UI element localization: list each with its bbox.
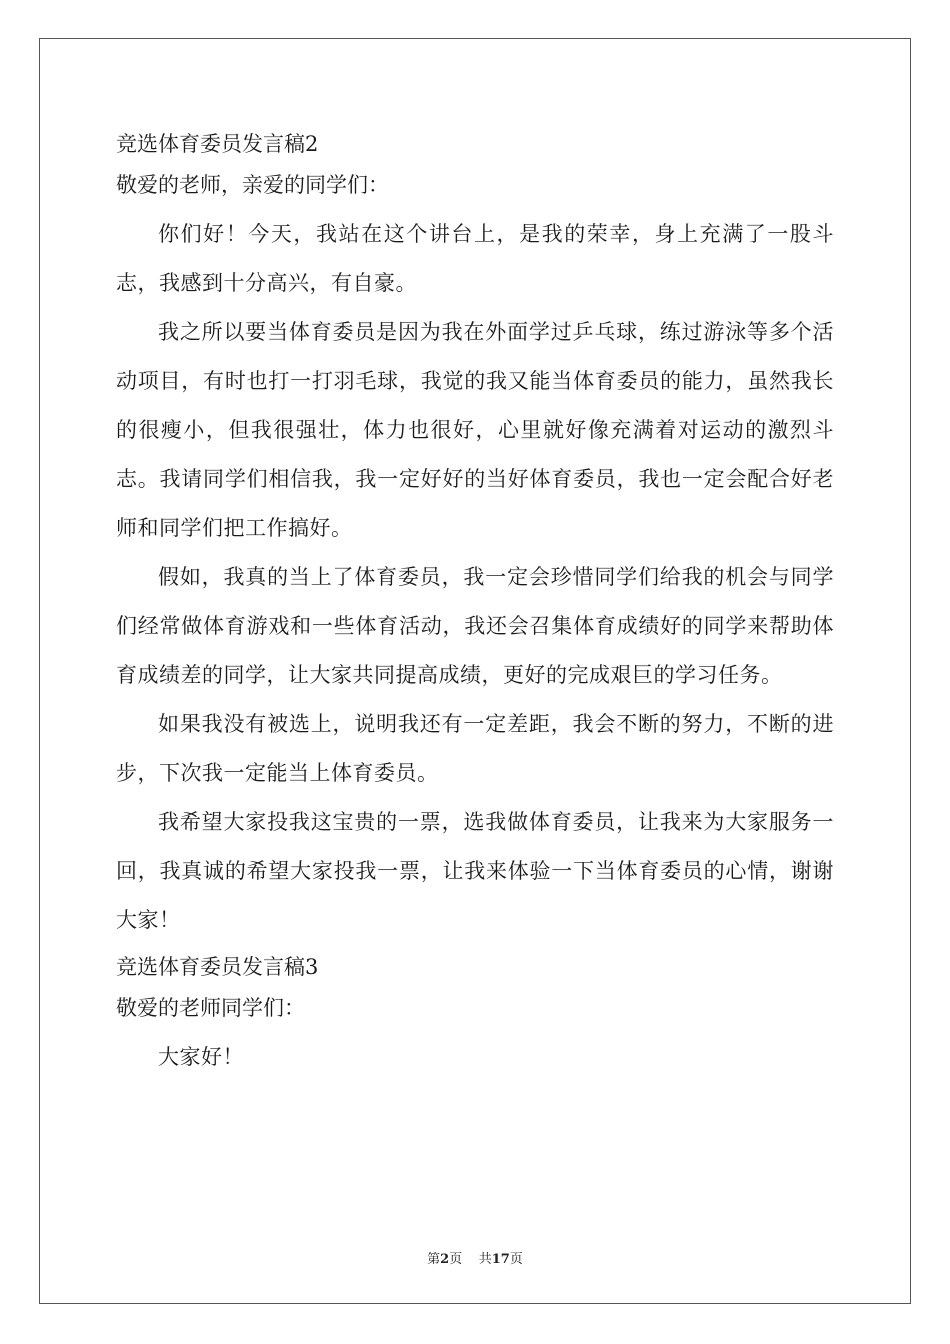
section-heading-3: 竞选体育委员发言稿3 [116, 955, 319, 979]
paragraph: 我希望大家投我这宝贵的一票，选我做体育委员，让我来为大家服务一回，我真诚的希望大家投我一票，让我来体验一下当体育委员的心情，谢谢大家！ [116, 810, 834, 932]
paragraph: 我之所以要当体育委员是因为我在外面学过乒乓球，练过游泳等多个活动项目，有时也打一打羽毛球，我觉的我又能当体育委员的能力，虽然我长的很瘦小，但我很强壮，体力也很好，心里就好像充满着对运动的激烈斗志。我请同学们相信我，我一定好好的当好体育委员，我也一定会配合好老师和同学们把工作搞好。 [116, 320, 834, 540]
document-body [116, 128, 834, 1082]
paragraph: 大家好！ [158, 1045, 244, 1069]
footer-prefix: 第 [427, 1252, 441, 1267]
section-heading-2: 竞选体育委员发言稿2 [116, 132, 319, 156]
footer-total-prefix: 共 [478, 1252, 492, 1267]
current-page-number: 2 [440, 1252, 450, 1267]
footer-total-suffix: 页 [509, 1252, 523, 1267]
total-pages-number: 17 [491, 1252, 510, 1267]
paragraph: 你们好！今天，我站在这个讲台上，是我的荣幸，身上充满了一股斗志，我感到十分高兴，有自豪。 [116, 222, 834, 295]
page-footer [0, 1248, 950, 1267]
paragraph: 假如，我真的当上了体育委员，我一定会珍惜同学们给我的机会与同学们经常做体育游戏和一些体育活动，我还会召集体育成绩好的同学来帮助体育成绩差的同学，让大家共同提高成绩，更好的完成艰巨的学习任务。 [116, 565, 834, 687]
paragraph: 如果我没有被选上，说明我还有一定差距，我会不断的努力，不断的进步，下次我一定能当上体育委员。 [116, 712, 834, 785]
salutation-1: 敬爱的老师，亲爱的同学们： [116, 173, 389, 197]
footer-page-word: 页 [449, 1252, 463, 1267]
salutation-2: 敬爱的老师同学们： [116, 996, 305, 1020]
